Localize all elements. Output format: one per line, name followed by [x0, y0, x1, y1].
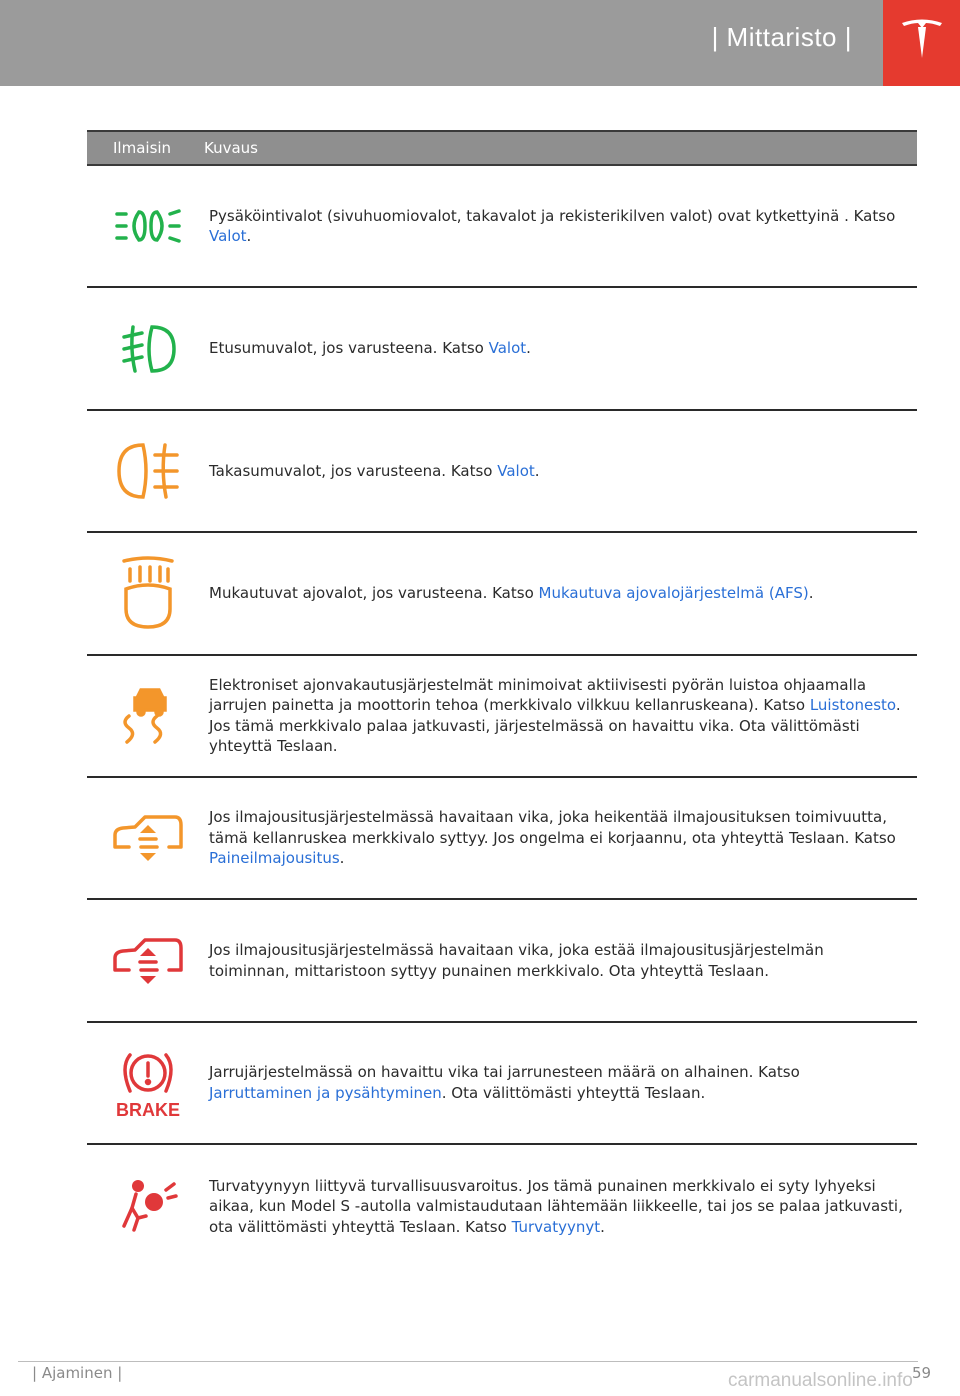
table-row	[87, 778, 917, 900]
row-description: Jarrujärjestelmässä on havaittu vika tai jarrunesteen määrä on alhainen. Katso Jarruttaminen ja pysähtyminen. Ota välittömästi yhteyttä Teslaan.	[209, 1063, 800, 1102]
row-description: Etusumuvalot, jos varusteena. Katso Valot.	[209, 339, 531, 358]
rear-fog-lights-icon	[115, 439, 181, 503]
svg-text:BRAKE: BRAKE	[115, 1099, 181, 1119]
row-description: Jos ilmajousitusjärjestelmässä havaitaan vika, joka estää ilmajousitusjärjestelmän toiminnan, mittaristoon syttyy punainen merkkivalo. Ota yhteyttä Teslaan.	[209, 941, 824, 980]
watermark: carmanualsonline.info	[728, 1370, 913, 1391]
link-valot[interactable]: Valot	[209, 227, 247, 246]
table-row	[87, 288, 917, 410]
tesla-logo	[883, 0, 960, 86]
link-luistonesto[interactable]: Luistonesto	[809, 696, 896, 715]
row-description: Jos ilmajousitusjärjestelmässä havaitaan vika, joka heikentää ilmajousituksen toimivuutta, tämä kellanruskea merkkivalo syttyy. Jos ongelma ei korjaannu, ota yhteyttä Teslaan. Katso Paineilmajousitus.	[209, 808, 896, 868]
air-suspension-fault-icon	[111, 936, 185, 986]
table-row	[87, 656, 917, 778]
row-description: Takasumuvalot, jos varusteena. Katso Valot.	[209, 461, 540, 480]
section-title: | Mittaristo |	[711, 22, 852, 52]
column-header-description: Kuvaus	[204, 139, 258, 157]
table-row	[87, 900, 917, 1022]
parking-lights-icon	[113, 206, 183, 246]
link-jarruttaminen[interactable]: Jarruttaminen ja pysähtyminen	[209, 1083, 442, 1102]
brake-warning-icon	[112, 1047, 184, 1119]
column-header-indicator: Ilmaisin	[113, 139, 172, 157]
footer-divider	[18, 1361, 918, 1362]
air-suspension-warning-icon	[111, 813, 185, 863]
table-row	[87, 1145, 917, 1267]
footer-section: | Ajaminen |	[32, 1364, 123, 1382]
row-description: Elektroniset ajonvakautusjärjestelmät minimoivat aktiivisesti pyörän luistoa ohjaamalla jarrujen painetta ja moottorin tehoa (merkkivalo vilkkuu kellanruskeana). Katso Luistonesto. Jos tämä merkkivalo palaa jatkuvasti, järjestelmässä on havaittu vika. Ota välittömästi yhteyttä Teslaan.	[209, 675, 901, 756]
front-fog-lights-icon	[118, 321, 178, 377]
tesla-logo-icon	[899, 14, 945, 60]
table-row	[87, 166, 917, 288]
table-row	[87, 1023, 917, 1145]
table-header	[87, 130, 917, 166]
row-description: Mukautuvat ajovalot, jos varusteena. Katso Mukautuva ajovalojärjestelmä (AFS).	[209, 584, 814, 603]
link-turvatyynyt[interactable]: Turvatyynyt	[511, 1217, 601, 1236]
link-afs[interactable]: Mukautuva ajovalojärjestelmä (AFS)	[538, 584, 809, 603]
table-row	[87, 533, 917, 655]
row-description: Turvatyynyyn liittyvä turvallisuusvaroitus. Jos tämä punainen merkkivalo ei syty lyhyeksi aikaa, kun Model S -autolla valmistaudutaan lähtemään liikkeelle, tai jos se palaa jatkuvasti, ota välittömästi yhteyttä Teslaan. Katso Turvatyynyt.	[209, 1176, 903, 1236]
row-description: Pysäköintivalot (sivuhuomiovalot, takavalot ja rekisterikilven valot) ovat kytkettyinä . Katso Valot.	[209, 206, 896, 246]
indicator-table	[87, 130, 917, 1268]
table-row	[87, 411, 917, 533]
adaptive-headlights-icon	[120, 555, 176, 631]
link-valot[interactable]: Valot	[488, 339, 527, 358]
traction-control-icon	[117, 686, 179, 746]
link-paineilmajousitus[interactable]: Paineilmajousitus	[209, 849, 340, 868]
link-valot[interactable]: Valot	[497, 461, 535, 480]
page-number: 59	[912, 1364, 932, 1382]
airbag-warning-icon	[118, 1178, 178, 1234]
page-header	[0, 0, 960, 86]
